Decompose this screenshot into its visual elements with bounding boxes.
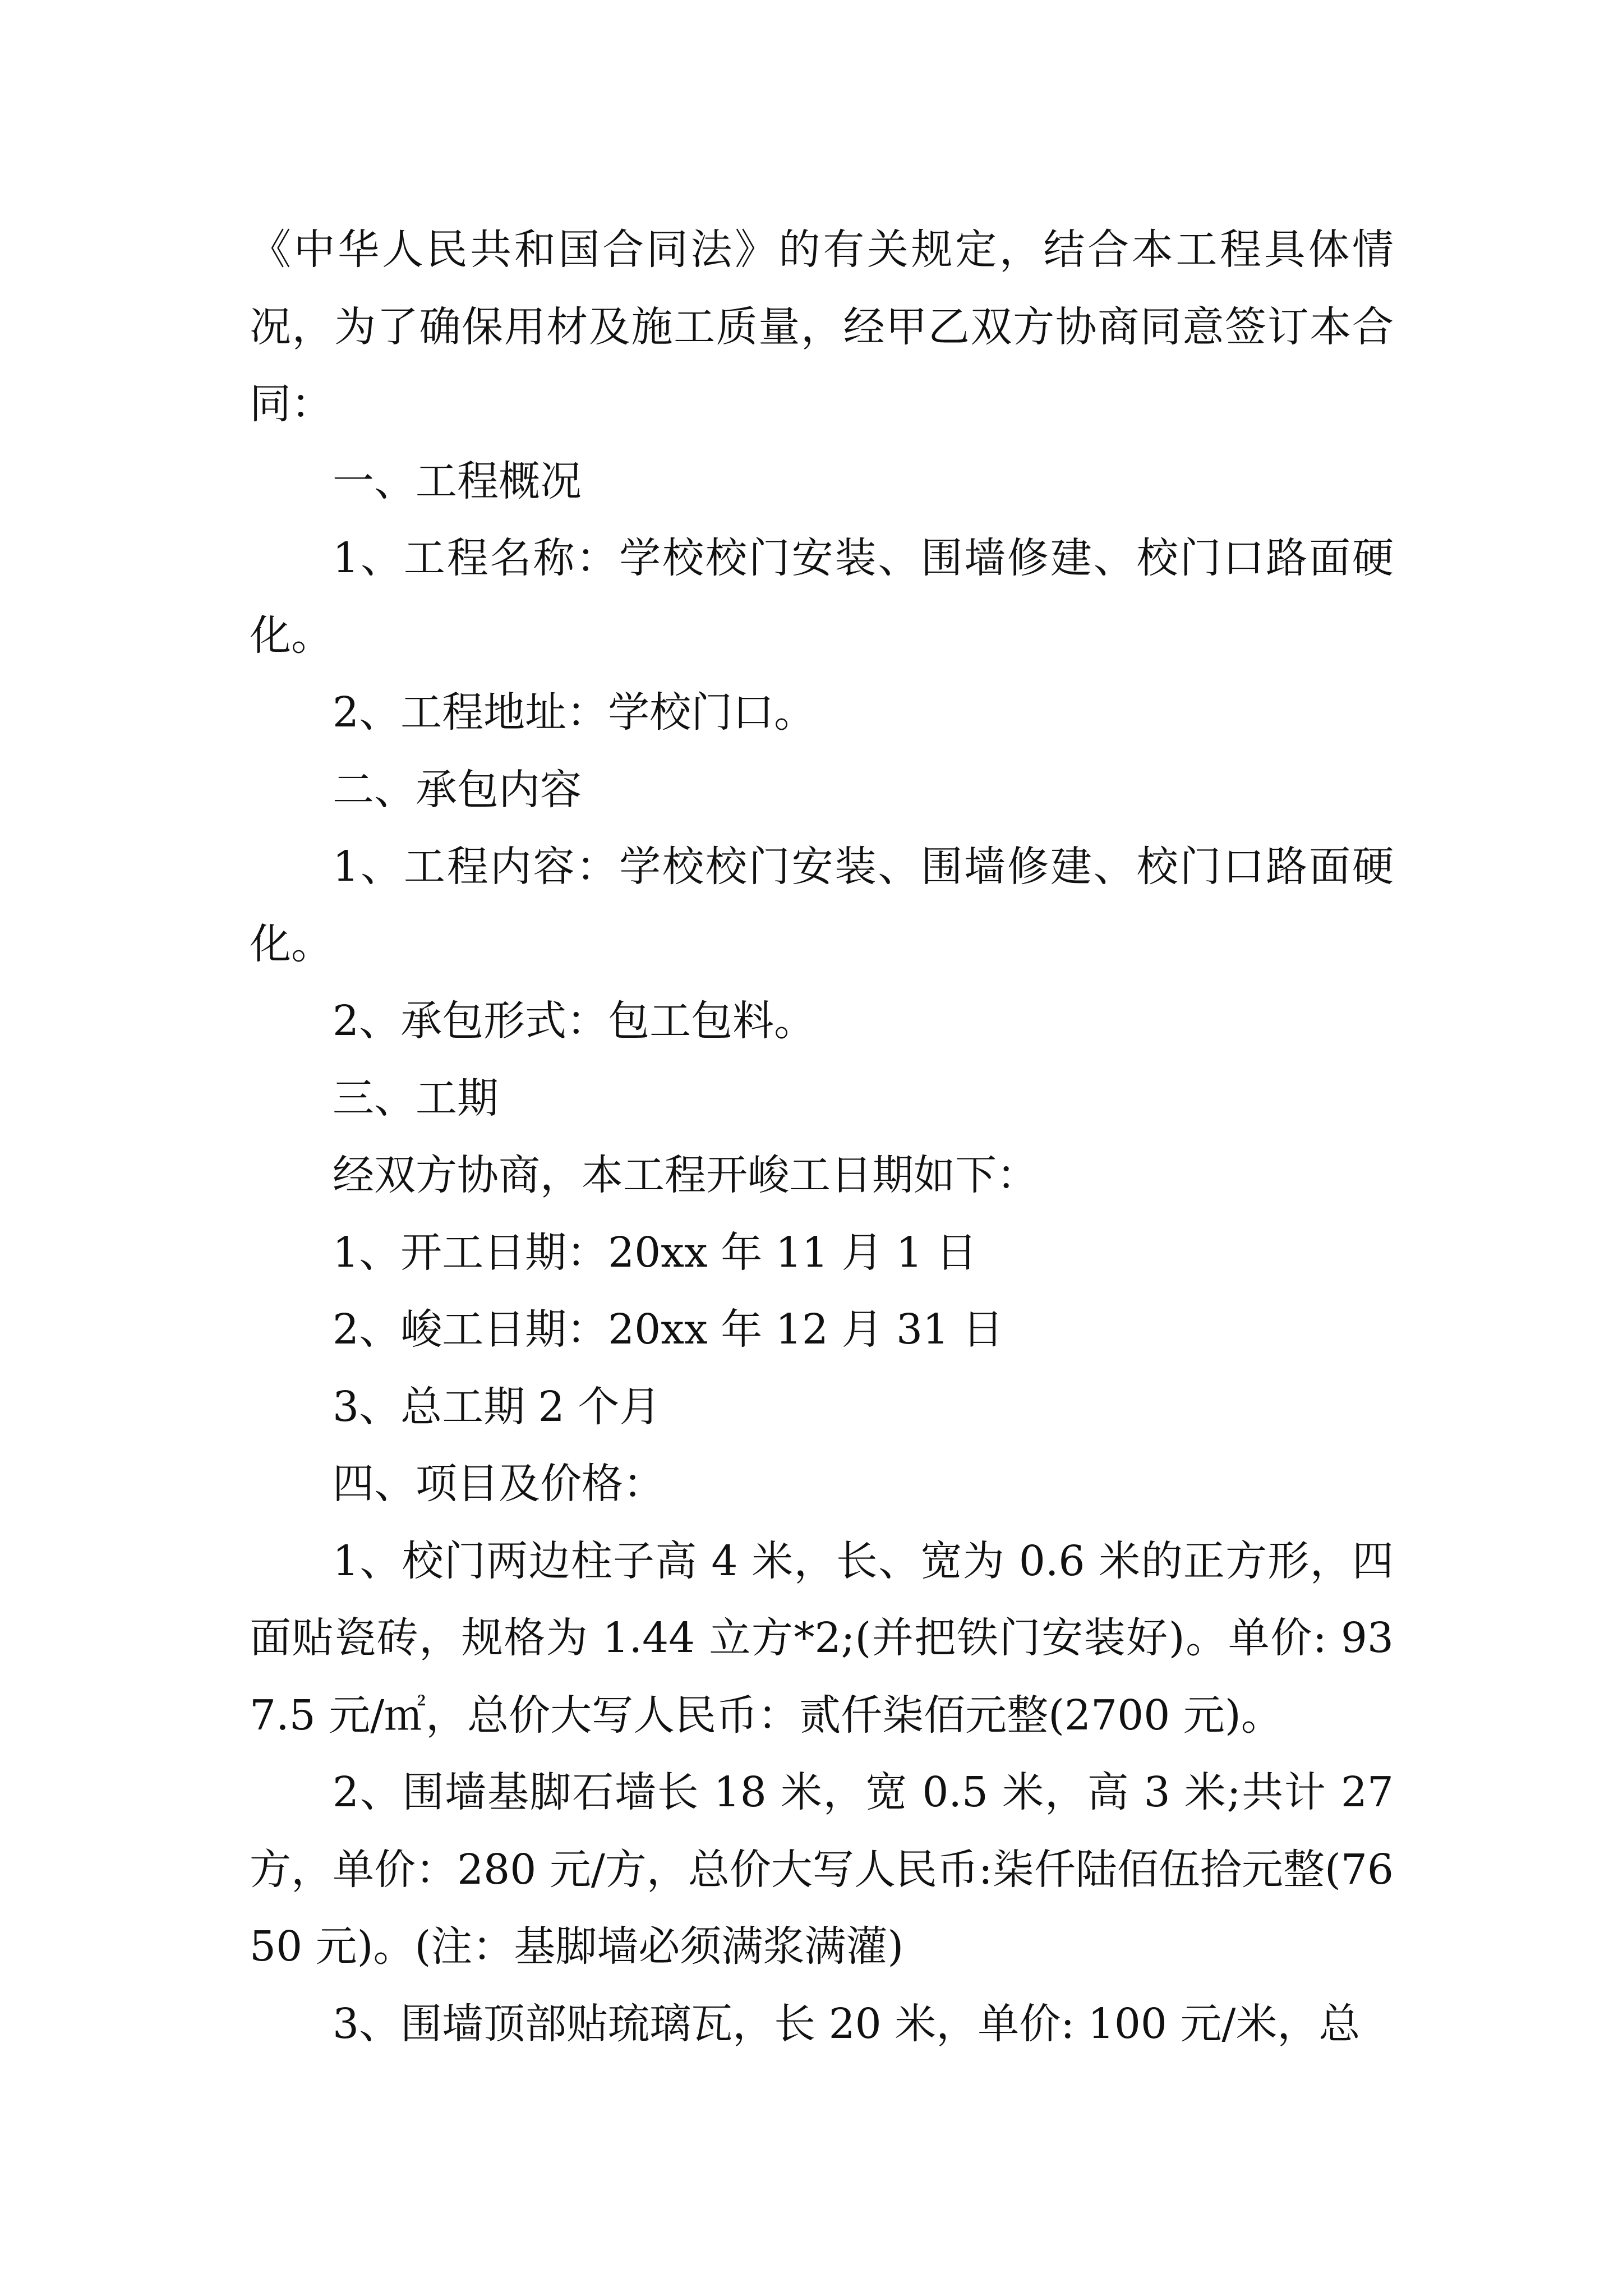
paragraph-item-gate-pillars: 1、校门两边柱子高 4 米，长、宽为 0.6 米的正方形，四面贴瓷砖，规格为 1.44 立方*2;(并把铁门安装好)。单价: 937.5 元/㎡，总价大写人民币：贰仟柒佰元整(2700 元)。 xyxy=(250,1536,1394,1740)
paragraph-intro: 《中华人民共和国合同法》的有关规定，结合本工程具体情况，为了确保用材及施工质量，经甲乙双方协商同意签订本合同： xyxy=(250,226,1394,428)
paragraph-project-content: 1、工程内容：学校校门安装、围墙修建、校门口路面硬化。 xyxy=(250,843,1394,968)
section-heading-project-overview: 一、工程概况 xyxy=(333,457,582,505)
document-body xyxy=(250,211,1394,2063)
paragraph-project-address: 2、工程地址：学校门口。 xyxy=(333,688,816,737)
paragraph-start-date: 1、开工日期：20xx 年 11 月 1 日 xyxy=(333,1228,978,1277)
paragraph-total-duration: 3、总工期 2 个月 xyxy=(333,1382,661,1431)
paragraph-completion-date: 2、峻工日期：20xx 年 12 月 31 日 xyxy=(333,1305,1004,1354)
section-heading-schedule: 三、工期 xyxy=(333,1074,499,1122)
paragraph-contract-form: 2、承包形式：包工包料。 xyxy=(333,997,816,1045)
section-heading-contract-scope: 二、承包内容 xyxy=(333,765,582,814)
paragraph-item-wall-foundation: 2、围墙基脚石墙长 18 米，宽 0.5 米，高 3 米;共计 27 方，单价：280 元/方，总价大写人民币:柒仟陆佰伍拾元整(7650 元)。(注：基脚墙必须满浆满灌) xyxy=(250,1768,1394,1971)
section-heading-items-and-prices: 四、项目及价格： xyxy=(333,1460,665,1508)
paragraph-item-wall-tiles: 3、围墙顶部贴琉璃瓦，长 20 米，单价: 100 元/米，总 xyxy=(333,1999,1361,2048)
paragraph-project-name: 1、工程名称：学校校门安装、围墙修建、校门口路面硬化。 xyxy=(250,534,1394,660)
paragraph-schedule-intro: 经双方协商，本工程开峻工日期如下： xyxy=(333,1151,1038,1199)
